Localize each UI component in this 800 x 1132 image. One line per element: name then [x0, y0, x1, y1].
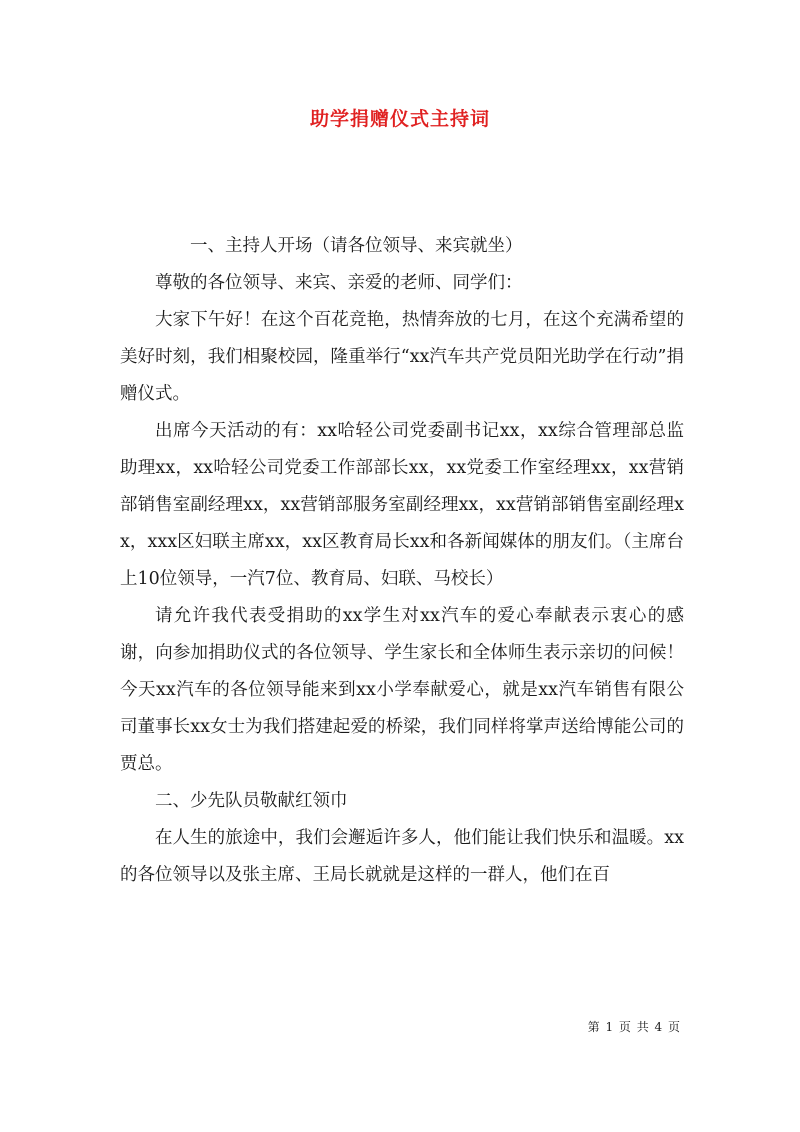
paragraph-journey: 在人生的旅途中，我们会邂逅许多人，他们能让我们快乐和温暖。xx的各位领导以及张主席、王局长就就是这样的一群人，他们在百 — [120, 828, 684, 885]
section-heading-scarf: 二、少先队员敬献红领巾 — [155, 791, 348, 811]
paragraph-welcome: 大家下午好！在这个百花竞艳，热情奔放的七月，在这个充满希望的美好时刻，我们相聚校园，隆重举行“xx汽车共产党员阳光助学在行动”捐赠仪式。 — [120, 310, 684, 404]
document-body — [120, 228, 684, 894]
page-number-footer: 第 1 页 共 4 页 — [587, 1020, 681, 1034]
paragraph-greeting: 尊敬的各位领导、来宾、亲爱的老师、同学们： — [155, 273, 523, 293]
document-title: 助学捐赠仪式主持词 — [309, 108, 490, 130]
paragraph-thanks: 请允许我代表受捐助的xx学生对xx汽车的爱心奉献表示衷心的感谢，向参加捐助仪式的各位领导、学生家长和全体师生表示亲切的问候！今天xx汽车的各位领导能来到xx小学奉献爱心，就是xx汽车销售有限公司董事长xx女士为我们搭建起爱的桥梁，我们同样将掌声送给博能公司的贾总。 — [120, 606, 684, 774]
section-heading-opening: 一、主持人开场（请各位领导、来宾就坐） — [190, 236, 523, 256]
paragraph-attendees: 出席今天活动的有：xx哈轻公司党委副书记xx，xx综合管理部总监助理xx，xx哈轻公司党委工作部部长xx，xx党委工作室经理xx，xx营销部销售室副经理xx，xx营销部服务室副经理xx，xx营销部销售室副经理xx，xxx区妇联主席xx，xx区教育局长xx和各新闻媒体的朋友们。（主席台上10位领导，一汽7位、教育局、妇联、马校长） — [120, 421, 684, 589]
